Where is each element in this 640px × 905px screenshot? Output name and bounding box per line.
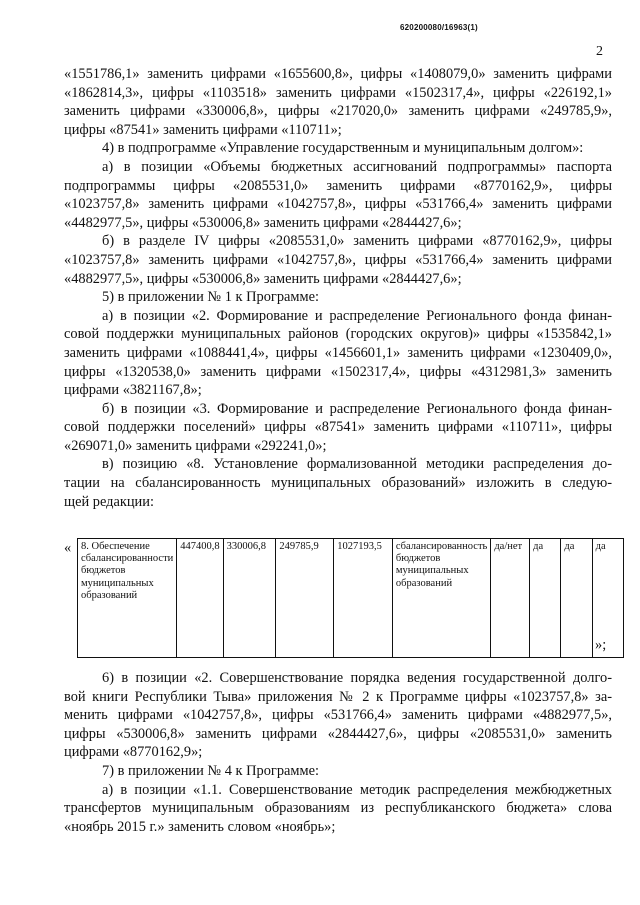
text-line: «1862814,3», цифры «1103518» заменить цифрами «1502317,4», цифры «226192,1» [64, 84, 612, 101]
text-line: совой поддержки поселений» цифры «87541» заменить цифрами «110711», цифры [64, 419, 612, 436]
table-cell: 1027193,5 [334, 539, 393, 658]
quote-open: « [64, 540, 72, 556]
amendment-table-block [64, 536, 624, 660]
text-line: цифры «87541» заменить цифрами «110711»; [64, 121, 342, 138]
text-line: заменить цифрами «1088441,4», цифры «1456601,1» заменить цифрами «1230409,0», [64, 344, 612, 361]
text-line: вой книги Республики Тыва» приложения № 2 к Программе цифры «1023757,8» за- [64, 688, 612, 705]
text-line: в) позицию «8. Установление формализованной методики распределения до- [102, 456, 612, 473]
text-line: «1023757,8» заменить цифрами «1042757,8», цифры «531766,4» заменить цифрами [64, 251, 612, 268]
body-text-bottom [64, 669, 612, 836]
text-line: 7) в приложении № 4 к Программе: [102, 762, 320, 779]
text-line: цифры «1320538,0» заменить цифрами «1502317,4», цифры «4312981,3» заменить [64, 363, 612, 380]
text-line: «4482977,5», цифры «530006,8» заменить цифрами «2844427,6»; [64, 214, 462, 231]
text-line: трансфертов муниципальным образованиям из республиканского бюджета» слова [64, 800, 612, 817]
table-cell: да [561, 539, 592, 658]
text-line: «4882977,5», цифры «530006,8» заменить цифрами «2844427,6»; [64, 270, 462, 287]
table-cell: да/нет [491, 539, 530, 658]
table-cell: да [530, 539, 561, 658]
text-line: цифры «530006,8» заменить цифрами «2844427,6», цифры «2085531,0» заменить [64, 725, 612, 742]
text-line: 6) в позиции «2. Совершенствование порядка ведения государственной долго- [102, 670, 612, 686]
text-line: а) в позиции «1.1. Совершенствование методик распределения межбюджетных [102, 781, 612, 798]
page-number: 2 [596, 44, 603, 59]
document-code: 620200080/16963(1) [400, 23, 478, 32]
text-line: «1023757,8» заменить цифрами «1042757,8», цифры «531766,4» заменить цифрами [64, 196, 612, 213]
text-line: 5) в приложении № 1 к Программе: [102, 289, 320, 306]
text-line: заменить цифрами «330006,8», цифры «217020,0» заменить цифрами «249785,9», [64, 103, 612, 120]
text-line: «ноябрь 2015 г.» заменить словом «ноябрь»; [64, 818, 336, 835]
text-line: 4) в подпрограмме «Управление государственным и муниципальным долгом»: [102, 140, 584, 157]
quote-close: »; [595, 637, 607, 653]
text-line: а) в позиции «Объемы бюджетных ассигнований подпрограммы» паспорта [102, 158, 612, 175]
text-line: совой поддержки муниципальных районов (городских округов)» цифры «1535842,1» [64, 326, 612, 343]
table-cell: 249785,9 [276, 539, 334, 658]
amendment-table [77, 538, 624, 658]
table-cell: сбалансированность бюджетов муниципальных образований [392, 539, 490, 658]
text-line: б) в разделе IV цифры «2085531,0» заменить цифрами «8770162,9», цифры [102, 233, 612, 250]
body-text-top [64, 65, 612, 511]
table-cell: да [592, 539, 623, 658]
text-line: «1551786,1» заменить цифрами «1655600,8», цифры «1408079,0» заменить цифрами [64, 66, 612, 82]
text-line: менить цифрами «1042757,8», цифры «531766,4» заменить цифрами «4882977,5», [64, 707, 612, 724]
text-line: тации на сбалансированность муниципальных образований» изложить в следую- [64, 475, 612, 492]
text-line: цифрами «3821167,8»; [64, 382, 202, 399]
table-row [78, 539, 624, 658]
table-cell: 447400,8 [177, 539, 223, 658]
text-line: щей редакции: [64, 493, 154, 510]
text-line: «269071,0» заменить цифрами «292241,0»; [64, 437, 327, 454]
table-cell: 330006,8 [223, 539, 276, 658]
text-line: а) в позиции «2. Формирование и распределение Регионального фонда финан- [102, 307, 612, 324]
table-cell: 8. Обеспечение сбалансированности бюджетов муниципальных образований [78, 539, 177, 658]
text-line: б) в позиции «3. Формирование и распределение Регионального фонда финан- [102, 400, 612, 417]
text-line: подпрограммы цифры «2085531,0» заменить цифрами «8770162,9», цифры [64, 177, 612, 194]
text-line: цифрами «8770162,9»; [64, 744, 203, 761]
